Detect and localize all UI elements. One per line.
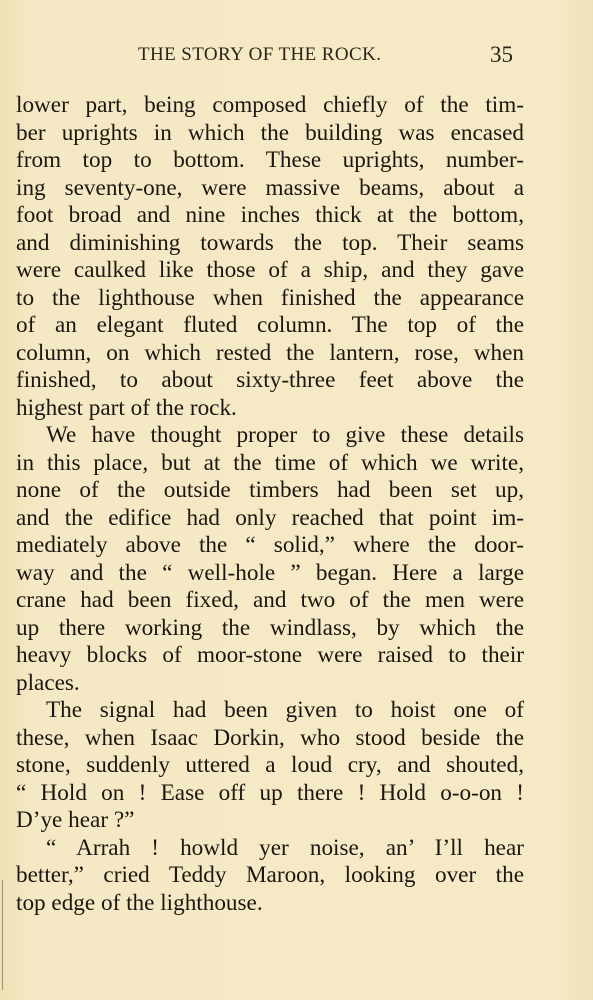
page-number: 35 (490, 42, 513, 67)
text-line: ing seventy-one, were massive beams, about a (16, 174, 524, 201)
paragraph-1 (16, 92, 524, 422)
body-text (16, 92, 524, 917)
text-line: of an elegant fluted column. The top of the (16, 312, 524, 338)
text-line: lower part, being composed chiefly of the tim- (16, 92, 524, 118)
text-line: places. (16, 669, 80, 696)
text-line: crane had been fixed, and two of the men were (16, 587, 524, 613)
text-line: The signal had been given to hoist one of (46, 697, 524, 723)
text-line: “ Arrah ! howld yer noise, an’ I’ll hear (46, 834, 524, 861)
text-line: none of the outside timbers had been set up, (16, 477, 524, 503)
text-line: top edge of the lighthouse. (16, 889, 263, 916)
running-header (0, 44, 593, 74)
text-line: from top to bottom. These uprights, number- (16, 147, 524, 173)
text-line: “ Hold on ! Ease off up there ! Hold o-o-on ! (16, 779, 524, 806)
paragraph-2 (16, 422, 524, 697)
paragraph-4 (16, 835, 524, 918)
text-line: way and the “ well-hole ” began. Here a large (16, 559, 524, 586)
text-line: heavy blocks of moor-stone were raised to their (16, 642, 524, 668)
text-line: and the edifice had only reached that point im- (16, 504, 524, 531)
text-line: D’ye hear ?” (16, 807, 135, 833)
text-line: We have thought proper to give these details (46, 422, 524, 448)
text-line: in this place, but at the time of which we write, (16, 449, 524, 476)
text-line: ber uprights in which the building was encased (16, 119, 524, 146)
text-line: column, on which rested the lantern, rose, when (16, 339, 524, 366)
gutter-rule (2, 880, 3, 990)
text-line: better,” cried Teddy Maroon, looking over the (16, 862, 524, 888)
text-line: mediately above the “ solid,” where the door- (16, 532, 524, 558)
text-line: and diminishing towards the top. Their seams (16, 229, 524, 256)
text-line: highest part of the rock. (16, 394, 237, 421)
text-line: up there working the windlass, by which the (16, 614, 524, 641)
text-line: finished, to about sixty-three feet above the (16, 367, 524, 393)
text-line: were caulked like those of a ship, and they gave (16, 257, 524, 283)
text-line: stone, suddenly uttered a loud cry, and shouted, (16, 752, 524, 778)
paragraph-3 (16, 697, 524, 835)
text-line: foot broad and nine inches thick at the bottom, (16, 202, 524, 228)
text-line: to the lighthouse when finished the appearance (16, 284, 524, 311)
text-line: these, when Isaac Dorkin, who stood beside the (16, 724, 524, 751)
running-title: THE STORY OF THE ROCK. (138, 44, 382, 65)
